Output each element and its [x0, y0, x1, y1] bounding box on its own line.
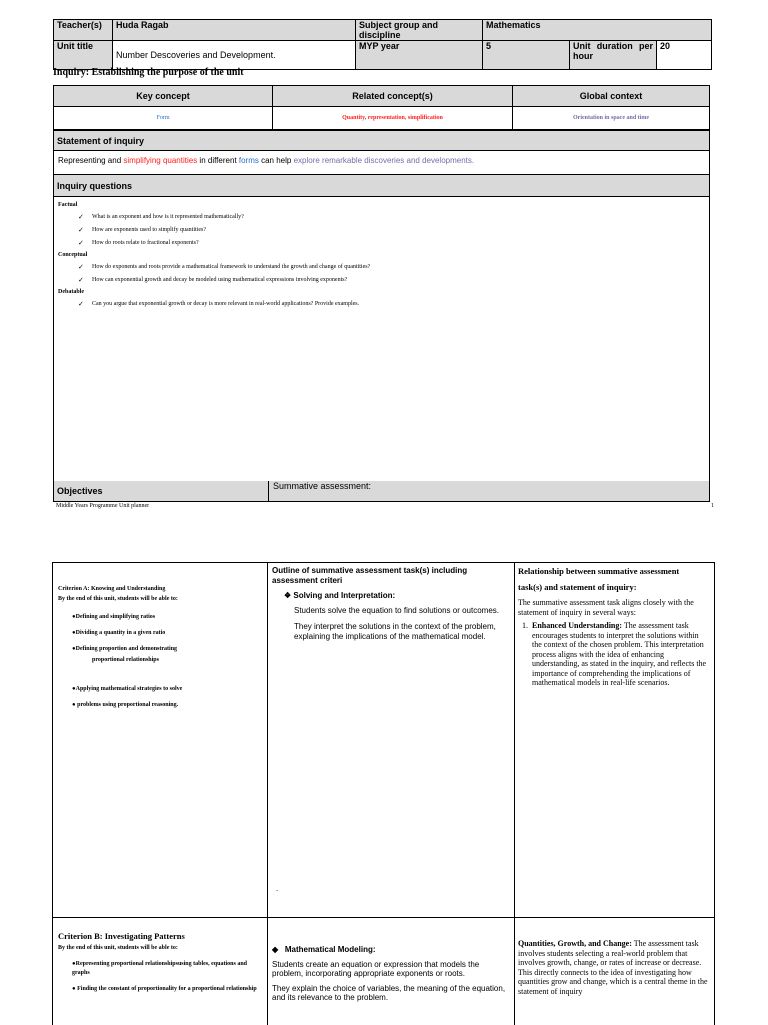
list-item: ✓ How do roots relate to fractional exponents? — [58, 237, 698, 250]
list-item: ● Finding the constant of proportionality for a proportional relationship — [72, 986, 257, 992]
subject-label: Subject group and discipline — [356, 20, 483, 41]
list-item: ✓ How are exponents used to simplify quantities? — [58, 224, 698, 237]
stray-dot: . — [276, 884, 279, 893]
list-item: ● problems using proportional reasoning. — [72, 702, 179, 708]
conceptual-list — [58, 261, 698, 287]
objectives-bar — [53, 481, 710, 502]
list-item: ✓ What is an exponent and how is it represented mathematically? — [58, 211, 698, 224]
list-item: ●Dividing a quantity in a given ratio — [72, 630, 166, 636]
teacher-label: Teacher(s) — [54, 20, 113, 41]
list-item: proportional relationships — [92, 657, 159, 663]
solving-p1: Students solve the equation to find solutions or outcomes. — [294, 605, 500, 615]
solving-title: ❖ Solving and Interpretation: — [284, 591, 396, 600]
list-item: ✓ How can exponential growth and decay be modeled using mathematical expressions involving exponents? — [58, 274, 698, 287]
unit-header-table — [53, 19, 712, 70]
objectives-label: Objectives — [57, 486, 103, 496]
diamond-bullet-icon: ❖ — [284, 591, 292, 600]
relationship-intro: The summative assessment task aligns closely with the statement of inquiry in several ways: — [518, 598, 694, 617]
statement-part2: simplifying quantities — [123, 156, 198, 165]
debatable-list — [58, 298, 698, 311]
related-concept-label: Related concept(s) — [273, 86, 513, 107]
divider — [53, 917, 714, 918]
checkmark-icon: ✓ — [78, 300, 84, 308]
statement-label-bar — [53, 130, 710, 151]
myp-label: MYP year — [356, 41, 483, 70]
myp-value: 5 — [483, 41, 570, 70]
unit-title-value: Number Descoveries and Development. — [113, 41, 356, 70]
inquiry-questions-bar — [53, 175, 710, 197]
inquiry-heading: Inquiry: Establishing the purpose of the unit — [53, 67, 244, 78]
unit-title-label: Unit title — [54, 41, 113, 70]
checkmark-icon: ✓ — [78, 226, 84, 234]
summative-label: Summative assessment: — [273, 481, 372, 491]
enhanced-understanding: 1. Enhanced Understanding: The assessment task encourages students to interpret the solutions within the context of the chosen problem. This interpretation process aligns with the idea of enhancing understanding, as stated in the inquiry, and reflects the importance of comprehending the implications of mathematical models in real-life scenarios. — [522, 621, 707, 687]
relationship-heading-1: Relationship between summative assessment — [518, 566, 680, 576]
criterion-b-title: Criterion B: Investigating Patterns — [58, 931, 185, 941]
debatable-label: Debatable — [58, 289, 84, 295]
checkmark-icon: ✓ — [78, 213, 84, 221]
duration-label: Unit duration per hour — [570, 41, 657, 70]
relationship-heading-2: task(s) and statement of inquiry: — [518, 582, 637, 592]
page-number: 1 — [711, 503, 714, 509]
list-item: ●Defining proportion and demonstrating — [72, 646, 178, 652]
key-concept-label: Key concept — [54, 86, 273, 107]
statement-part3: in different — [197, 156, 239, 165]
criterion-a-intro: By the end of this unit, students will be able to: — [58, 596, 178, 602]
related-concept-value: Quantity, representation, simplification — [273, 107, 513, 130]
global-context-label: Global context — [513, 86, 710, 107]
list-item: ●Representing proportional relationshipsusing tables, equations and graphs — [72, 961, 247, 976]
teacher-value: Huda Ragab — [113, 20, 356, 41]
global-context-value: Orientation in space and time — [513, 107, 710, 130]
inquiry-questions-label: Inquiry questions — [57, 181, 133, 191]
checkmark-icon: ✓ — [78, 276, 84, 284]
list-item: ✓ How do exponents and roots provide a mathematical framework to understand the growth and change of quantities? — [58, 261, 698, 274]
checkmark-icon: ✓ — [78, 263, 84, 271]
modeling-p1: Students create an equation or expression that models the problem, incorporating appropriate exponents or roots. — [272, 959, 480, 978]
footer-text: Middle Years Programme Unit planner — [56, 503, 150, 509]
criterion-b-intro: By the end of this unit, students will be able to: — [58, 945, 178, 951]
concepts-table — [53, 85, 710, 130]
divider — [268, 481, 269, 501]
factual-list — [58, 211, 698, 250]
divider — [267, 563, 268, 1025]
conceptual-label: Conceptual — [58, 252, 88, 258]
list-item: ✓ Can you argue that exponential growth or decay is more relevant in real-world applications? Provide examples. — [58, 298, 698, 311]
factual-label: Factual — [58, 202, 78, 208]
statement-of-inquiry — [53, 150, 710, 175]
statement-part4: forms — [238, 156, 259, 165]
divider — [514, 563, 515, 1025]
statement-part1: Representing and — [58, 156, 124, 165]
diamond-bullet-icon: ◆ — [272, 945, 279, 954]
assessment-table — [52, 562, 715, 1025]
checkmark-icon: ✓ — [78, 239, 84, 247]
statement-part6: explore remarkable discoveries and developments. — [293, 156, 475, 165]
list-item: ●Defining and simplifying ratios — [72, 614, 156, 620]
outline-heading: Outline of summative assessment task(s) including assessment criteri — [272, 566, 468, 585]
statement-part5: can help — [258, 156, 294, 165]
subject-value: Mathematics — [483, 20, 712, 41]
solving-p2: They interpret the solutions in the context of the problem, explaining the implications of the mathematical model. — [294, 622, 496, 641]
quantities-growth-change: Quantities, Growth, and Change: The assessment task involves students selecting a real-world problem that involves growth, change, or rates of increase or decrease. This directly connects to the idea of investigating how quantities grow and change, which is a central theme in the statement of inquiry — [518, 939, 708, 996]
statement-label: Statement of inquiry — [57, 136, 145, 146]
list-item: ●Applying mathematical strategies to solve — [72, 686, 183, 692]
duration-value: 20 — [657, 41, 712, 70]
key-concept-value: Form — [54, 107, 273, 130]
statement-text — [58, 156, 474, 165]
modeling-p2: They explain the choice of variables, the meaning of the equation, and its relevance to the problem. — [272, 983, 506, 1002]
modeling-title: ◆ Mathematical Modeling: — [272, 945, 376, 954]
criterion-a-title: Criterion A: Knowing and Understanding — [58, 586, 166, 592]
inquiry-questions-box — [53, 196, 710, 482]
